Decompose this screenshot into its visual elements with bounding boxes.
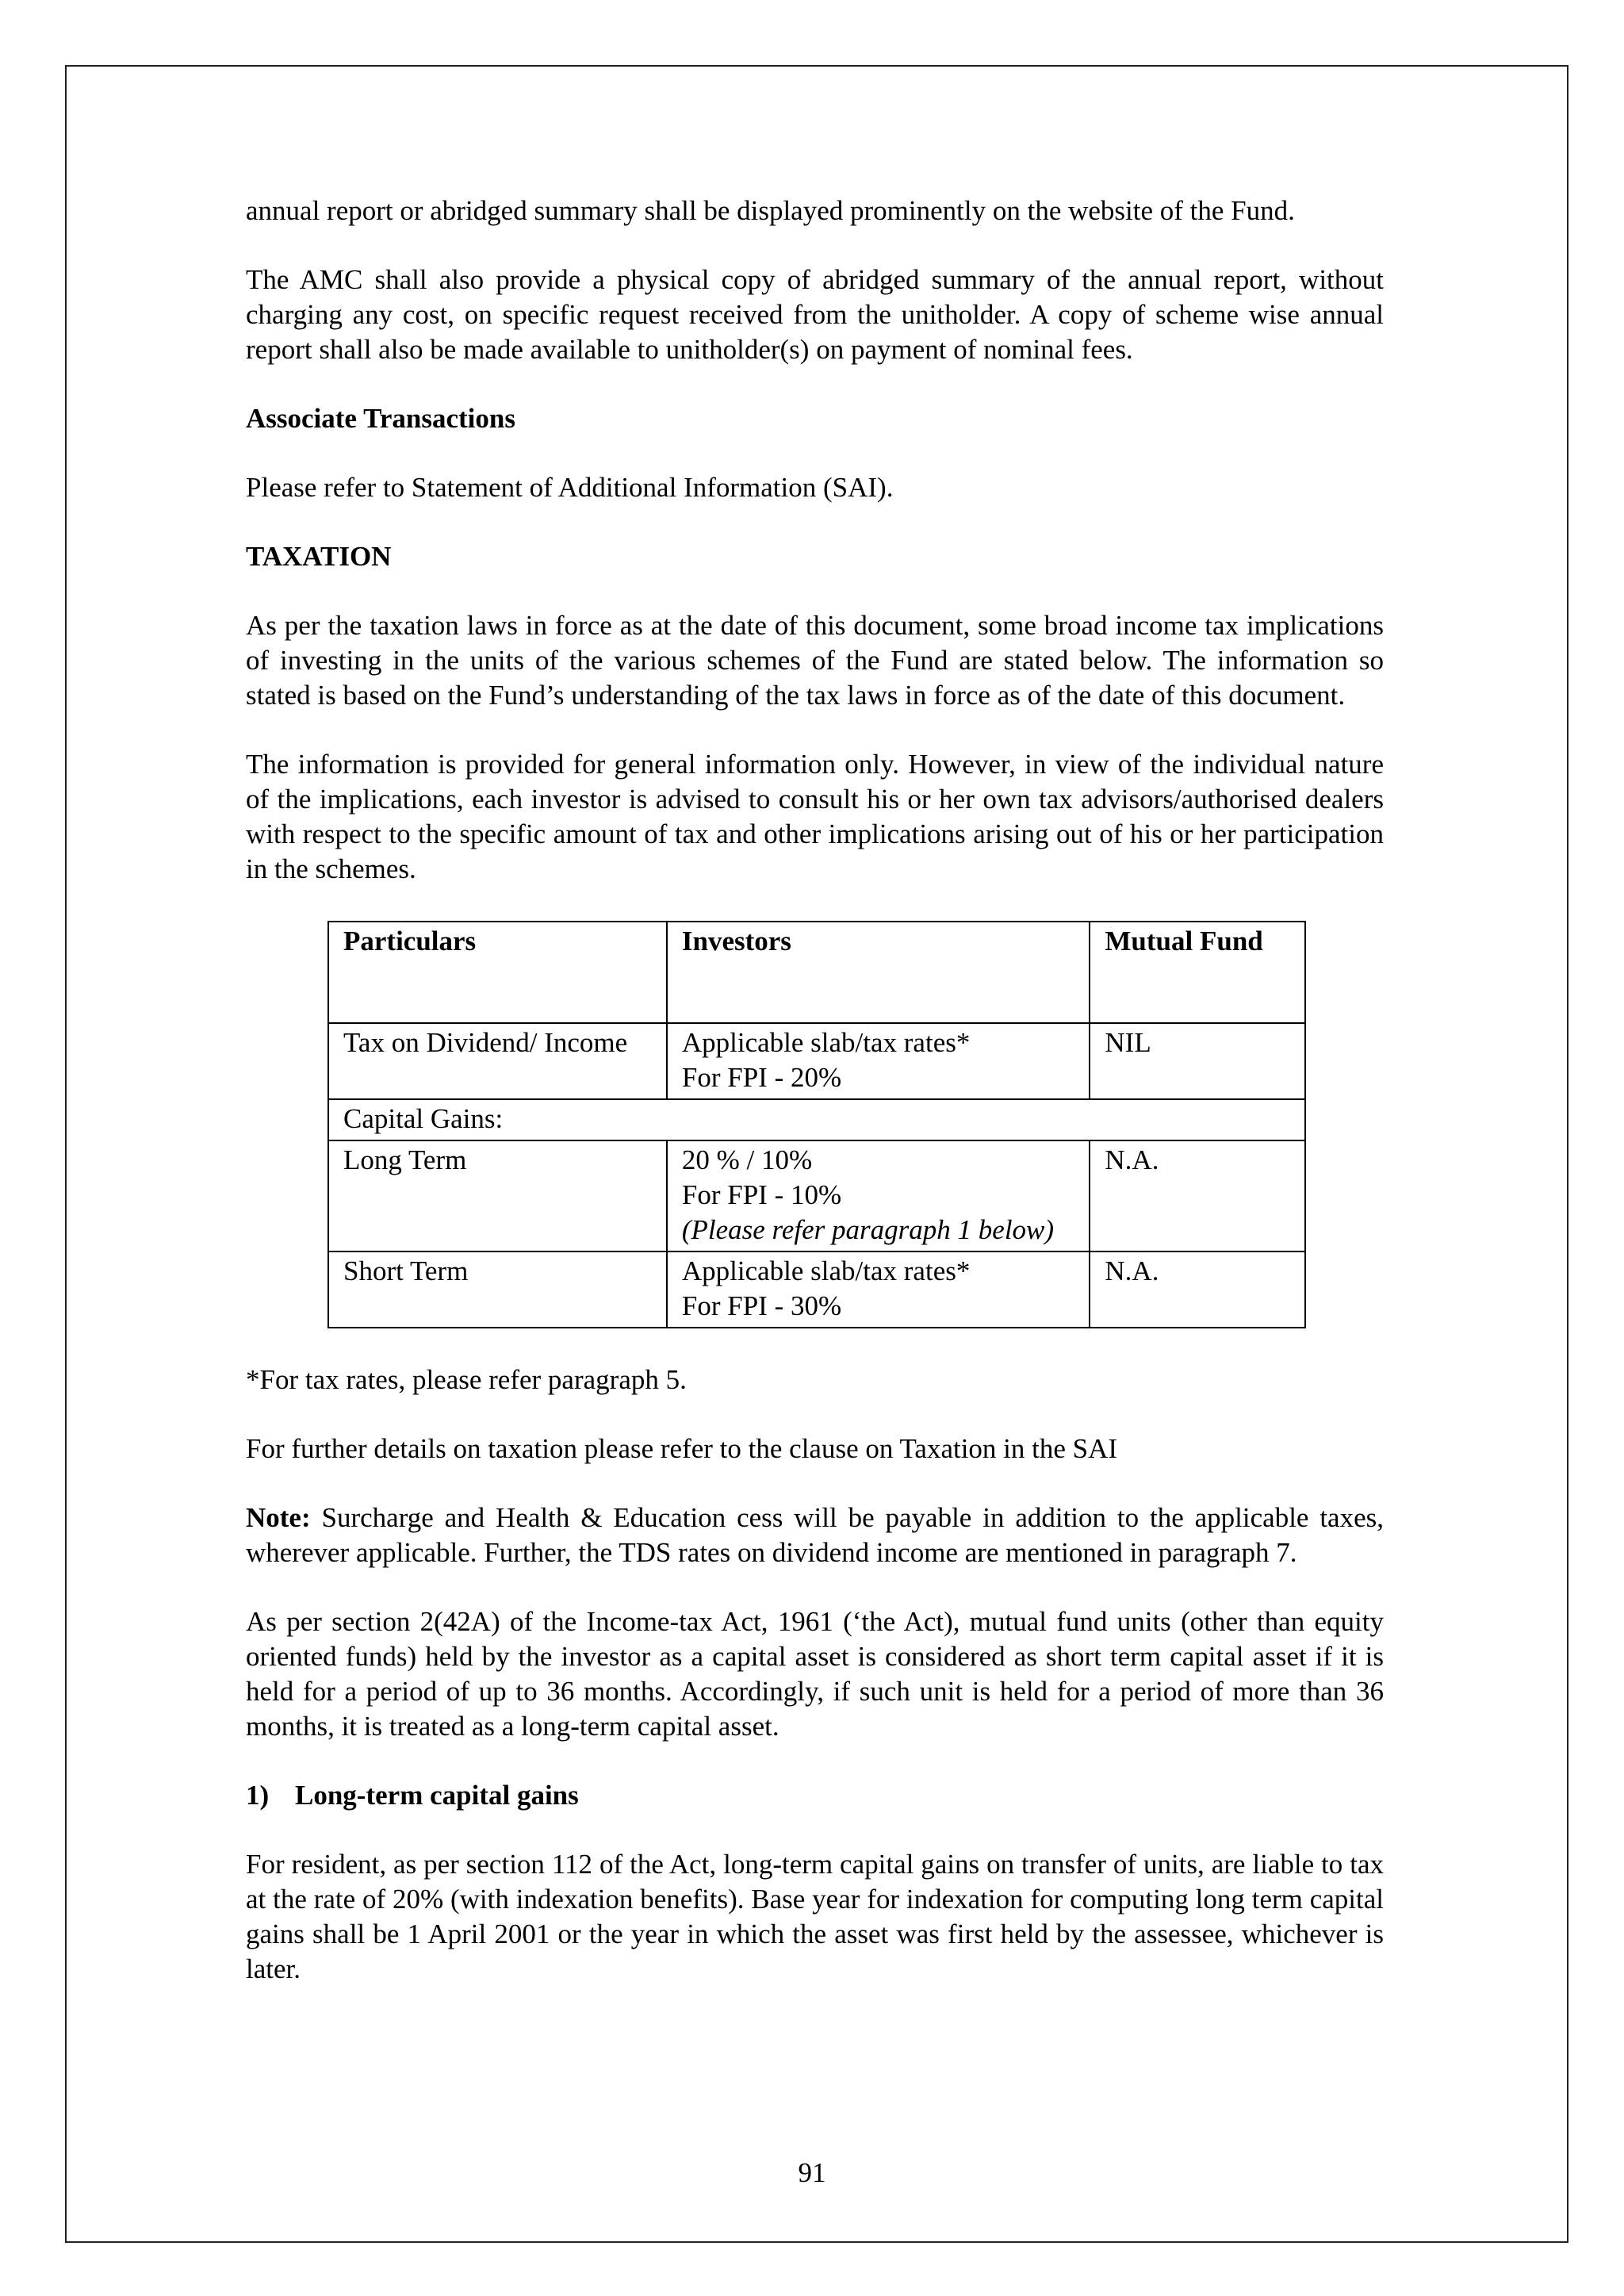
short-term-fund: N.A. (1090, 1251, 1305, 1328)
associate-transactions-heading: Associate Transactions (246, 403, 515, 434)
header-investors: Investors (667, 922, 1090, 1023)
long-term-investors-line3: (Please refer paragraph 1 below) (681, 1214, 1055, 1245)
header-particulars: Particulars (328, 922, 667, 1023)
ltcg-heading (246, 1778, 1384, 1813)
table-row-dividend (328, 1023, 1305, 1099)
long-term-investors (667, 1140, 1090, 1251)
page-number: 91 (798, 2157, 826, 2188)
amc-copy-paragraph: The AMC shall also provide a physical copy of abridged summary of the annual report, without charging any cost, on specific request received from the unitholder. A copy of scheme wise annual report shall also be made available to unitholder(s) on payment of nominal fees. (246, 264, 1384, 365)
capital-gains-label: Capital Gains: (328, 1099, 1305, 1140)
table-header-row (328, 922, 1305, 1023)
short-term-investors (667, 1251, 1090, 1328)
table-row-short-term (328, 1251, 1305, 1328)
long-term-investors-line1: 20 % / 10% (681, 1144, 813, 1175)
further-details-paragraph: For further details on taxation please refer to the clause on Taxation in the SAI (246, 1433, 1118, 1464)
short-term-investors-line2: For FPI - 30% (681, 1290, 842, 1321)
dividend-investors-line2: For FPI - 20% (681, 1062, 842, 1093)
note-label: Note: (246, 1502, 311, 1533)
document-body (246, 194, 1384, 1987)
tax-rates-footnote: *For tax rates, please refer paragraph 5. (246, 1364, 687, 1395)
short-term-particular: Short Term (328, 1251, 667, 1328)
ltcg-number: 1) (246, 1780, 270, 1811)
taxation-table (327, 921, 1306, 1328)
long-term-fund: N.A. (1090, 1140, 1305, 1251)
associate-transactions-text: Please refer to Statement of Additional Information (SAI). (246, 472, 894, 503)
note-paragraph (246, 1501, 1384, 1570)
long-term-particular: Long Term (328, 1140, 667, 1251)
header-mutual-fund: Mutual Fund (1090, 922, 1305, 1023)
general-info-paragraph: The information is provided for general information only. However, in view of the individual nature of the implications, each investor is advised to consult his or her own tax advisors/authorised dealers with respect to the specific amount of tax and other implications arising out of his or her participation in the schemes. (246, 749, 1384, 884)
annual-report-paragraph: annual report or abridged summary shall be displayed prominently on the website of the Fund. (246, 195, 1295, 226)
table-row-long-term (328, 1140, 1305, 1251)
dividend-fund: NIL (1090, 1023, 1305, 1099)
note-text: Surcharge and Health & Education cess will be payable in addition to the applicable taxes, wherever applicable. Further, the TDS rates on dividend income are mentioned in paragraph 7. (246, 1502, 1384, 1568)
short-term-investors-line1: Applicable slab/tax rates* (681, 1255, 971, 1286)
table-row-capital-gains (328, 1099, 1305, 1140)
section-2-42a-paragraph: As per section 2(42A) of the Income-tax Act, 1961 (‘the Act), mutual fund units (other than equity oriented funds) held by the investor as a capital asset is considered as short term capital asset if it is held for a period of up to 36 months. Accordingly, if such unit is held for a period of more than 36 months, it is treated as a long-term capital asset. (246, 1606, 1384, 1742)
long-term-investors-line2: For FPI - 10% (681, 1179, 842, 1210)
dividend-particular: Tax on Dividend/ Income (328, 1023, 667, 1099)
taxation-heading: TAXATION (246, 541, 392, 572)
ltcg-paragraph: For resident, as per section 112 of the Act, long-term capital gains on transfer of units, are liable to tax at the rate of 20% (with indexation benefits). Base year for indexation for computing long term capital gains shall be 1 April 2001 or the year in which the asset was first held by the assessee, whichever is later. (246, 1849, 1384, 1984)
ltcg-heading-text: Long-term capital gains (295, 1780, 579, 1811)
taxation-intro-paragraph: As per the taxation laws in force as at the date of this document, some broad income tax implications of investing in the units of the various schemes of the Fund are stated below. The information so stated is based on the Fund’s understanding of the tax laws in force as of the date of this document. (246, 610, 1384, 711)
dividend-investors-line1: Applicable slab/tax rates* (681, 1027, 971, 1058)
dividend-investors (667, 1023, 1090, 1099)
